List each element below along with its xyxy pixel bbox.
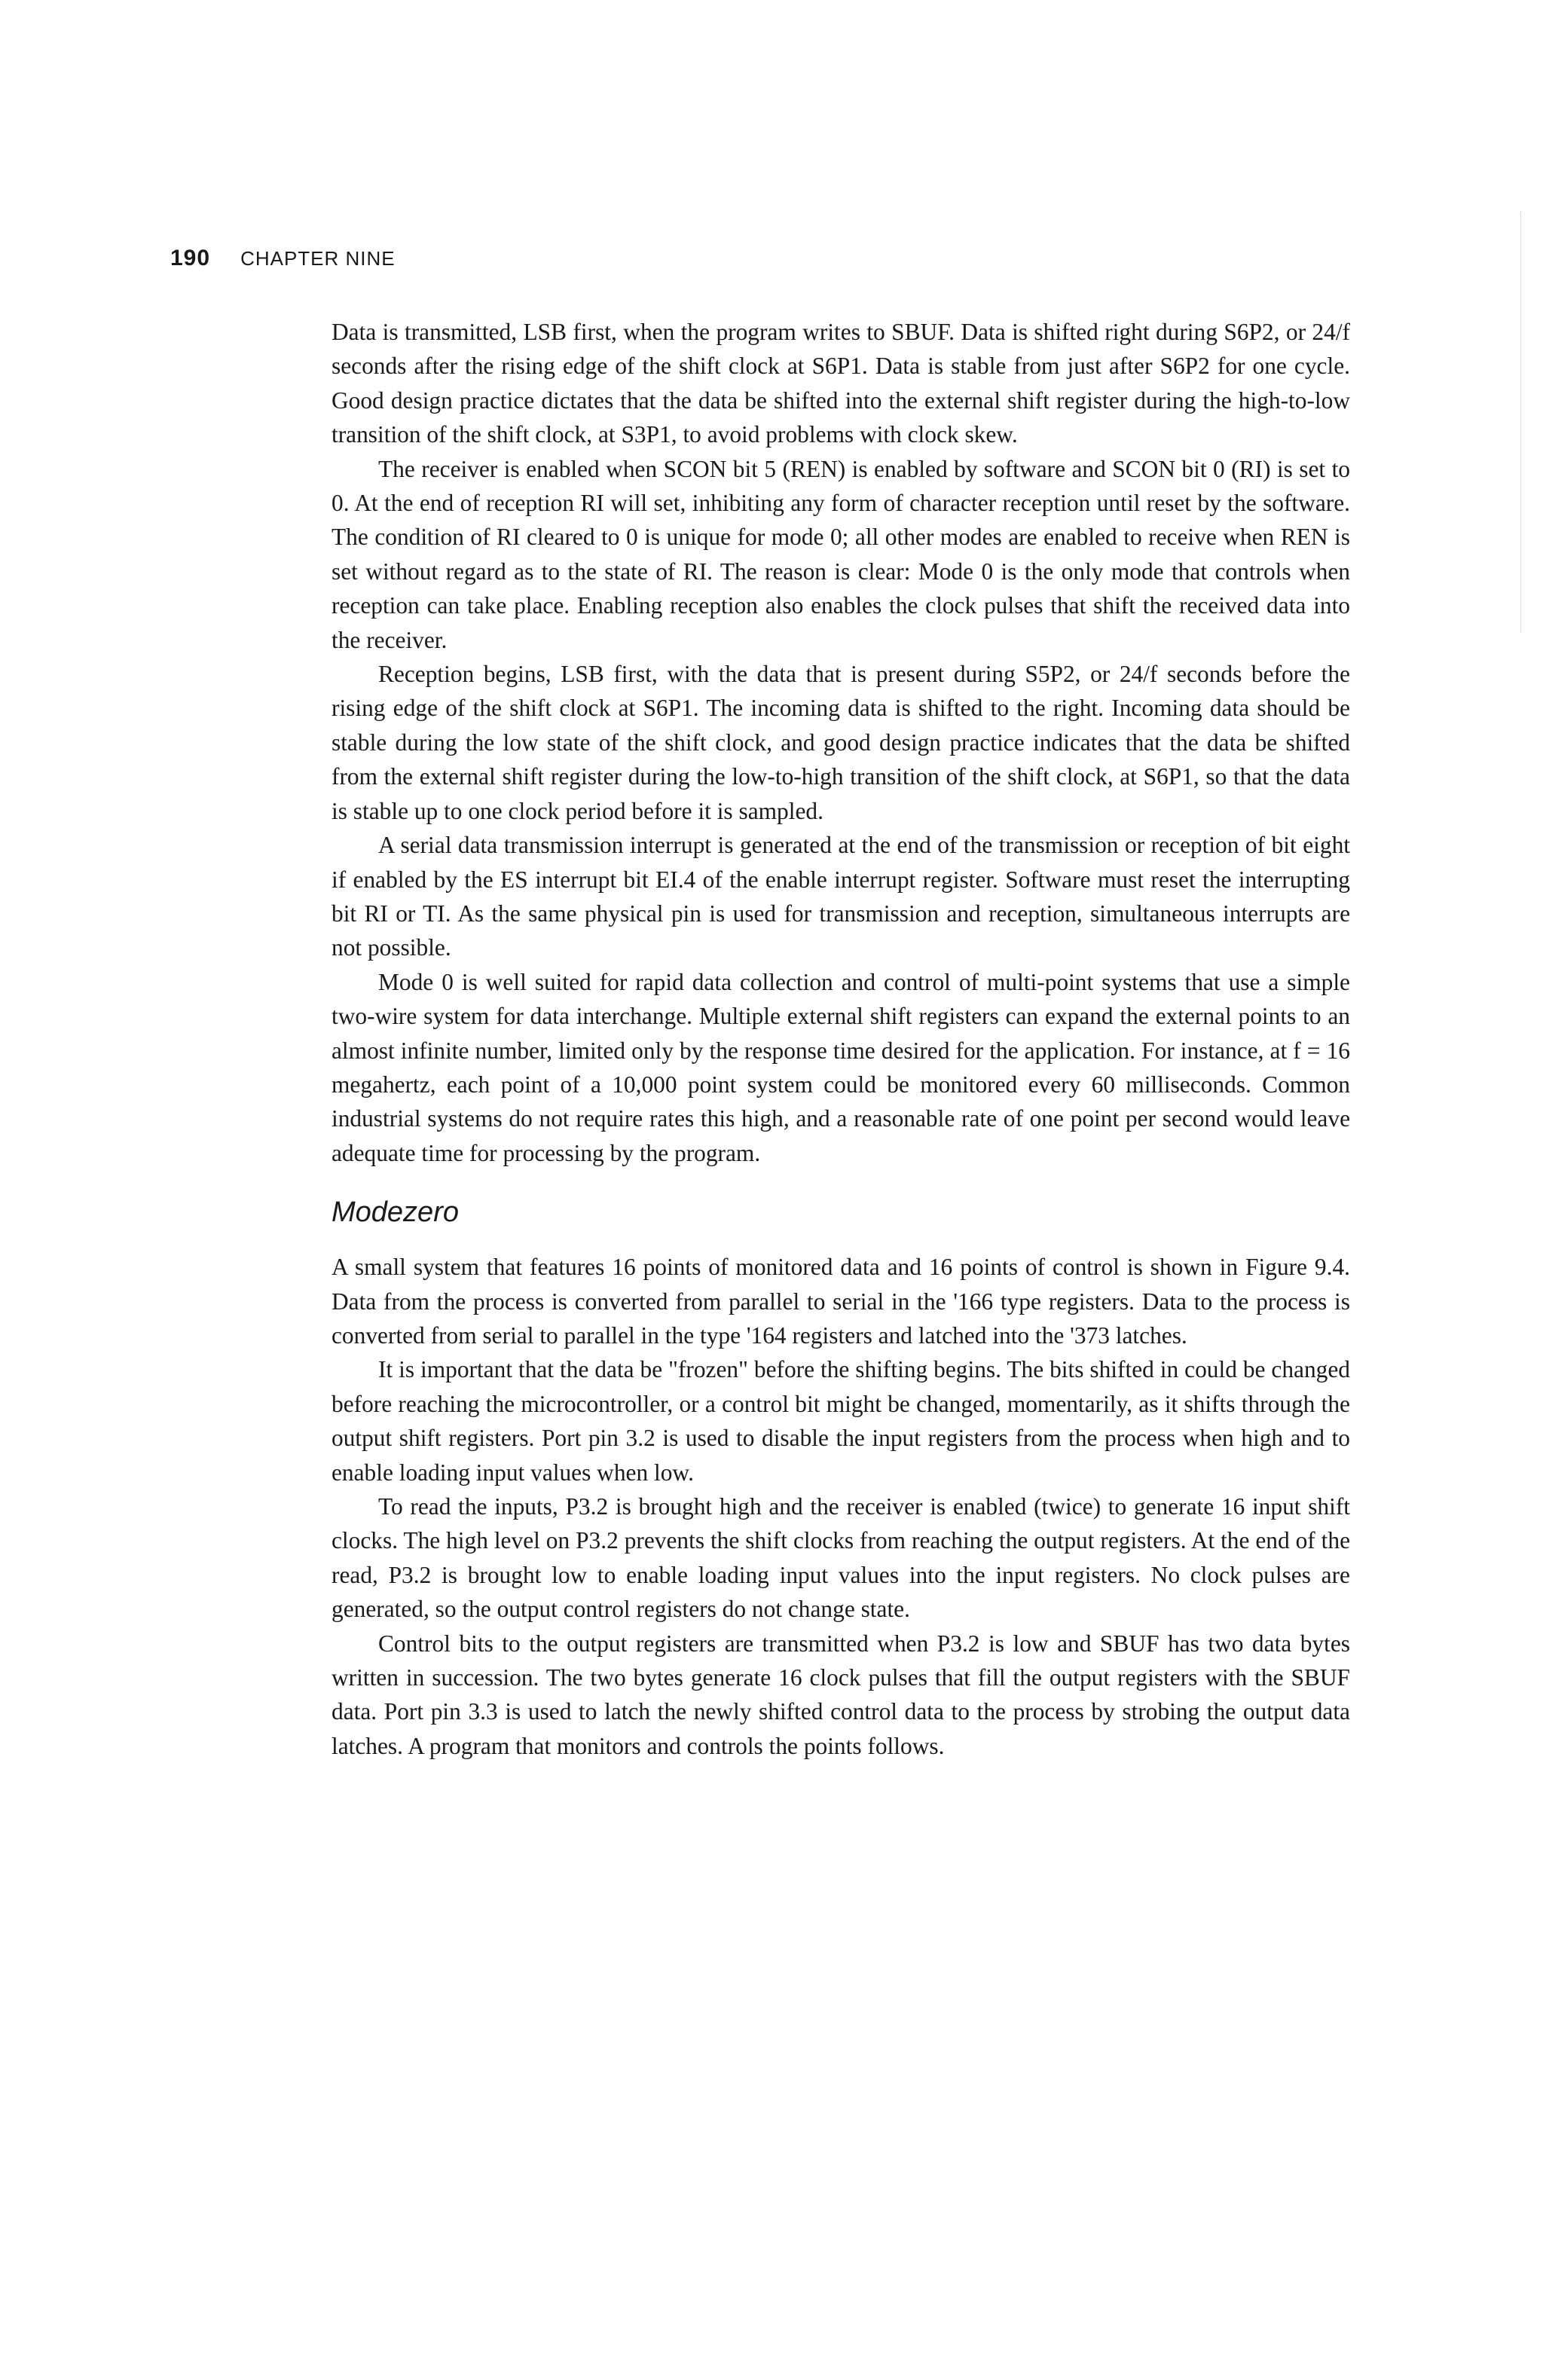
body-paragraph-5: Mode 0 is well suited for rapid data collection and control of multi-point systems that use a simple two-wire system for data interchange. Multiple external shift registers can expand the external points to an almost infinite number, limited only by the response time desired for the application. For instance, at f = 16 megahertz, each point of a 10,000 point system could be monitored every 60 milliseconds. Common industrial systems do not require rates this high, and a reasonable rate of one point per second would leave adequate time for processing by the program. xyxy=(332,968,1350,1166)
section-heading: Modezero xyxy=(332,1196,459,1229)
body-paragraph-3: Reception begins, LSB first, with the data that is present during S5P2, or 24/f seconds before the rising edge of the shift clock at S6P1. The incoming data is shifted to the right. Incoming data should be stable during the low state of the shift clock, and good design practice indicates that the data be shifted from the external shift register during the low-to-high transition of the shift clock, at S6P1, so that the data is stable up to one clock period before it is sampled. xyxy=(332,661,1350,824)
body-paragraph-1: Data is transmitted, LSB first, when the program writes to SBUF. Data is shifted right during S6P2, or 24/f seconds after the rising edge of the shift clock at S6P1. Data is stable from just after S6P2 for one cycle. Good design practice dictates that the data be shifted into the external shift register during the high-to-low transition of the shift clock, at S3P1, to avoid problems with clock skew. xyxy=(332,319,1350,448)
section-paragraph-4: Control bits to the output registers are transmitted when P3.2 is low and SBUF has two data bytes written in succession. The two bytes generate 16 clock pulses that fill the output registers with the SBUF data. Port pin 3.3 is used to latch the newly shifted control data to the process by strobing the output data latches. A program that monitors and controls the points follows. xyxy=(332,1630,1350,1759)
scan-edge-marks xyxy=(1520,211,1524,633)
chapter-title: CHAPTER NINE xyxy=(240,247,396,270)
section-paragraph-2: It is important that the data be "frozen" before the shifting begins. The bits shifted in could be changed before reaching the microcontroller, or a control bit might be changed, momentarily, as it shifts through the output shift registers. Port pin 3.2 is used to disable the input registers from the process when high and to enable loading input values when low. xyxy=(332,1356,1350,1486)
running-header xyxy=(170,246,396,276)
section-paragraph-3: To read the inputs, P3.2 is brought high and the receiver is enabled (twice) to generate 16 input shift clocks. The high level on P3.2 prevents the shift clocks from reaching the output registers. At the end of the read, P3.2 is brought low to enable loading input values into the input registers. No clock pulses are generated, so the output control registers do not change state. xyxy=(332,1493,1350,1623)
body-paragraph-2: The receiver is enabled when SCON bit 5 (REN) is enabled by software and SCON bit 0 (RI) is set to 0. At the end of reception RI will set, inhibiting any form of character reception until reset by the software. The condition of RI cleared to 0 is unique for mode 0; all other modes are enabled to receive when REN is set without regard as to the state of RI. The reason is clear: Mode 0 is the only mode that controls when reception can take place. Enabling reception also enables the clock pulses that shift the received data into the receiver. xyxy=(332,455,1350,653)
page-number: 190 xyxy=(170,246,211,270)
section-paragraph-1: A small system that features 16 points of monitored data and 16 points of control is shown in Figure 9.4. Data from the process is converted from parallel to serial in the '166 type registers. Data to the process is converted from serial to parallel in the type '164 registers and latched into the '373 latches. xyxy=(332,1254,1350,1349)
page-body xyxy=(332,315,1350,1763)
body-paragraph-4: A serial data transmission interrupt is generated at the end of the transmission or reception of bit eight if enabled by the ES interrupt bit EI.4 of the enable interrupt register. Software must reset the interrupting bit RI or TI. As the same physical pin is used for transmission and reception, simultaneous interrupts are not possible. xyxy=(332,832,1350,961)
